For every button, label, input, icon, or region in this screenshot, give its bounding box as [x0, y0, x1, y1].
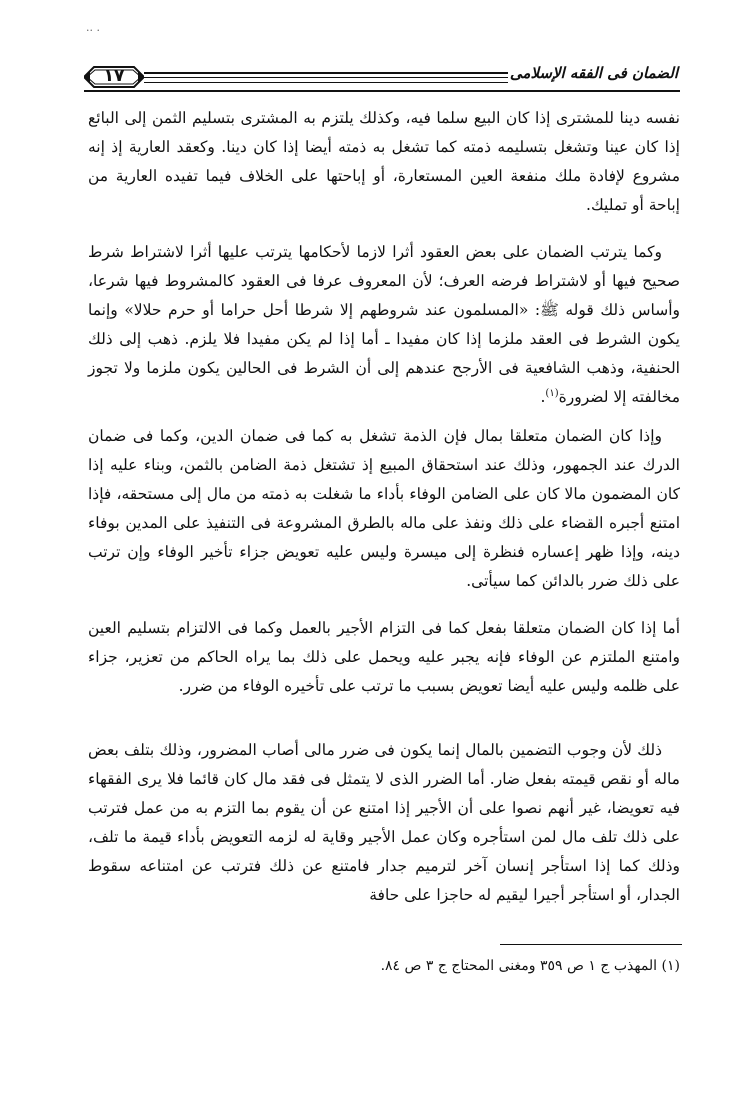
- footnote-separator: [500, 944, 682, 945]
- header-rule: [144, 82, 508, 83]
- page-number-frame: [84, 64, 144, 90]
- header-rule: [144, 72, 508, 74]
- paragraph-text: وإذا كان الضمان متعلقا بمال فإن الذمة تشغل به كما فى ضمان الدين، وكما فى ضمان الدرك عند الجمهور، وذلك عند استحقاق المبيع إذ تشتغل ذمة الضامن بالثمن، وبناء عليه إذا كان المضمون مالا كان على الضامن الوفاء بأداء ما شغلت به ذمته من مال إلى مستحقه، فإذا امتنع أجبره القضاء على ذلك ونفذ على ماله بالطرق المشروعة فى التنفيذ على المدين بوفاء دينه، وإذا ظهر إعساره فنظرة إلى ميسرة وليس عليه تعويض جزاء تأخير الوفاء وإن ترتب على ذلك ضرر بالدائن كما سيأتى.: [88, 427, 680, 590]
- paragraph-text: وكما يترتب الضمان على بعض العقود أثرا لازما لأحكامها يترتب عليها أثرا لاشتراط شرط صحيح فيها أو لاشتراط فرضه العرف؛ لأن المعروف عرفا فى العقود كالمشروط فيها شرعا، وأساس ذلك قوله ﷺ: «المسلمون عند شروطهم إلا شرطا أحل حراما أو حرم حلالا» وإنما يكون الشرط فى العقد ملزما إذا كان مفيدا ـ أما إذا لم يكن مفيدا فلا يلزم. ذهب إلى ذلك الحنفية، وذهب الشافعية فى الأرجح عندهم إلى أن الشرط فى الحالين يكون ملزما ولا تجوز مخالفته إلا لضرورة$^{(١)}$.: [88, 243, 680, 406]
- paragraph-text: ذلك لأن وجوب التضمين بالمال إنما يكون فى ضرر مالى أصاب المضرور، وذلك بتلف بعض ماله أو نقص قيمته بفعل ضار. أما الضرر الذى لا يتمثل فى فقد مال كان قائما فلا يرى الفقهاء فيه تعويضا، غير أنهم نصوا على أن الأجير إذا امتنع عن أن يقوم بما التزم به من عمل فترتب على ذلك تلف مال لمن استأجره وكان عمل الأجير وقاية له لزمه التعويض بأداء قيمة ما تلف، وذلك كما إذا استأجر إنسان آخر لترميم جدار فامتنع عن ذلك فترتب عن امتناعه سقوط الجدار، أو استأجر أجيرا ليقيم له حاجزا على حافة: [88, 741, 680, 904]
- header-underline: [84, 90, 680, 92]
- corner-mark: ·· ·: [86, 24, 100, 37]
- paragraph-3: [88, 422, 680, 596]
- paragraph-1: [88, 104, 680, 220]
- footnote-reference: (١): [545, 387, 559, 399]
- footnote: (١) المهذب ج ١ ص ٣٥٩ ومغنى المحتاج ج ٣ ص ٨٤.: [380, 958, 680, 974]
- paragraph-5: [88, 736, 680, 910]
- page-header: [84, 64, 680, 92]
- paragraph-text-body: وكما يترتب الضمان على بعض العقود أثرا لازما لأحكامها يترتب عليها أثرا لاشتراط شرط صحيح فيها أو لاشتراط فرضه العرف؛ لأن المعروف عرفا فى العقود كالمشروط فيها شرعا، وأساس ذلك قوله ﷺ: «المسلمون عند شروطهم إلا شرطا أحل حراما أو حرم حلالا» وإنما يكون الشرط فى العقد ملزما إذا كان مفيدا ـ أما إذا لم يكن مفيدا فلا يلزم. ذهب إلى ذلك الحنفية، وذهب الشافعية فى الأرجح عندهم إلى أن الشرط فى الحالين يكون ملزما ولا تجوز مخالفته إلا لضرورة: [88, 243, 680, 406]
- paragraph-2: [88, 238, 680, 412]
- paragraph-text: نفسه دينا للمشترى إذا كان البيع سلما فيه، وكذلك يلتزم به المشترى بتسليم الثمن إلى البائع إذا كان عينا وتشغل بتسليمه ذمته كما تشغل به ذمته أيضا إذا كان دينا. وكعقد العارية إذ إنه مشروع لإفادة ملك منفعة العين المستعارة، أو إباحتها على الخلاف فيما تفيده العارية من إباحة أو تمليك.: [88, 109, 680, 214]
- page-number: ١٧: [103, 66, 125, 86]
- paragraph-4: [88, 614, 680, 701]
- header-rule: [144, 77, 508, 78]
- running-title: الضمان فى الفقه الإسلامى: [509, 64, 678, 82]
- paragraph-text: أما إذا كان الضمان متعلقا بفعل كما فى التزام الأجير بالعمل وكما فى الالتزام بتسليم العين وامتنع الملتزم عن الوفاء فإنه يجبر عليه ويحمل على ذلك بما يراه الحاكم من تعزير، جزاء على ظلمه وليس عليه أيضا تعويض بسبب ما ترتب على تأخيره الوفاء من ضرر.: [88, 619, 680, 695]
